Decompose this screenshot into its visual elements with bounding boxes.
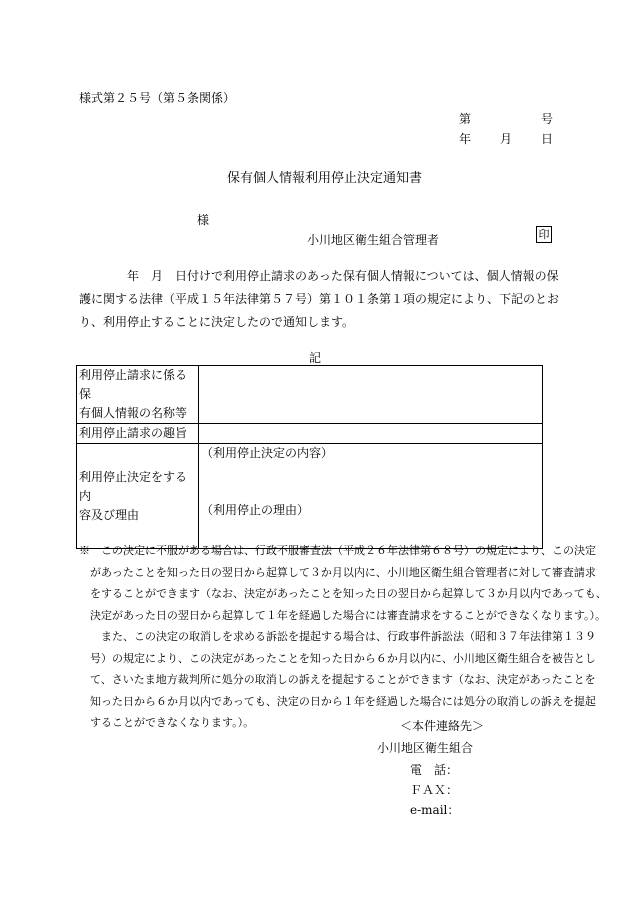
row-value-decision (199, 444, 543, 549)
notes-section (79, 540, 607, 734)
body-paragraph (79, 265, 560, 334)
table-row (77, 424, 543, 444)
note-line: また、この決定の取消しを求める訴訟を提起する場合は、行政事件訴訟法（昭和３７年法律第１３９ (79, 630, 596, 643)
row-label-request-purpose: 利用停止請求の趣旨 (77, 424, 199, 444)
note-line: 知った日から６か月以内であっても、決定の日から１年を経過した場合には処分の取消しの訴えを提起 (79, 694, 596, 708)
row-label-line: 利用停止請求に係る保 (79, 368, 188, 401)
row-label-personal-info (77, 366, 199, 424)
document-number-suffix: 号 (541, 112, 554, 126)
note-line: て、さいたま地方裁判所に処分の取消しの訴えを提起することができます（なお、決定があったことを (79, 673, 596, 686)
table-row (77, 444, 543, 549)
issuer: 小川地区衛生組合管理者 (307, 233, 440, 247)
row-label-line: 利用停止決定をする内 (79, 469, 188, 503)
row-label-line: 有個人情報の名称等 (79, 406, 188, 420)
note-line: 号）の規定により、この決定があったことを知った日から６か月以内に、小川地区衛生組合を被告とし (79, 651, 596, 665)
decision-content-label: （利用停止決定の内容） (201, 446, 334, 460)
body-line: 年 月 日付けで利用停止請求のあった保有個人情報については、個人情報の保 (79, 269, 559, 283)
seal-mark: 印 (536, 226, 552, 243)
contact-heading: ＜本件連絡先＞ (400, 719, 485, 733)
ki-marker: 記 (309, 351, 322, 365)
contact-tel: 電 話： (410, 763, 459, 777)
date-year: 年 (459, 132, 472, 146)
decision-reason-label: （利用停止の理由） (201, 503, 310, 517)
addressee: 様 (197, 213, 210, 227)
table-row (77, 366, 543, 424)
note-line: があったことを知った日の翌日から起算して３か月以内に、小川地区衛生組合管理者に対して審査請求 (79, 565, 596, 579)
note-line: ※ この決定に不服がある場合は、行政不服審査法（平成２６年法律第６８号）の規定により、この決定 (79, 544, 596, 557)
body-line: 護に関する法律（平成１５年法律第５７号）第１０１条第１項の規定により、下記のとお (79, 292, 560, 306)
date-month: 月 (500, 132, 513, 146)
document-title: 保有個人情報利用停止決定通知書 (227, 171, 423, 186)
row-label-decision (77, 444, 199, 549)
row-value-personal-info (199, 366, 543, 424)
document-number-label: 第 (459, 112, 472, 126)
contact-fax: ＦＡＸ： (410, 783, 459, 797)
row-value-request-purpose (199, 424, 543, 444)
decision-detail-table (76, 365, 543, 549)
date-day: 日 (541, 132, 554, 146)
contact-email: e-mail： (410, 803, 460, 817)
note-line: することができなくなります。）。 (79, 716, 255, 729)
note-line: 決定があった日の翌日から起算して１年を経過した場合には審査請求をすることができなくなります。）。 (79, 608, 607, 622)
row-label-line: 容及び理由 (79, 507, 140, 522)
form-number: 様式第２５号（第５条関係） (79, 91, 236, 105)
note-line: をすることができます（なお、決定があったことを知った日の翌日から起算して３か月以内であっても、 (79, 587, 607, 600)
contact-organization: 小川地区衛生組合 (377, 741, 474, 755)
body-line: り、利用停止することに決定したので通知します。 (79, 315, 355, 329)
